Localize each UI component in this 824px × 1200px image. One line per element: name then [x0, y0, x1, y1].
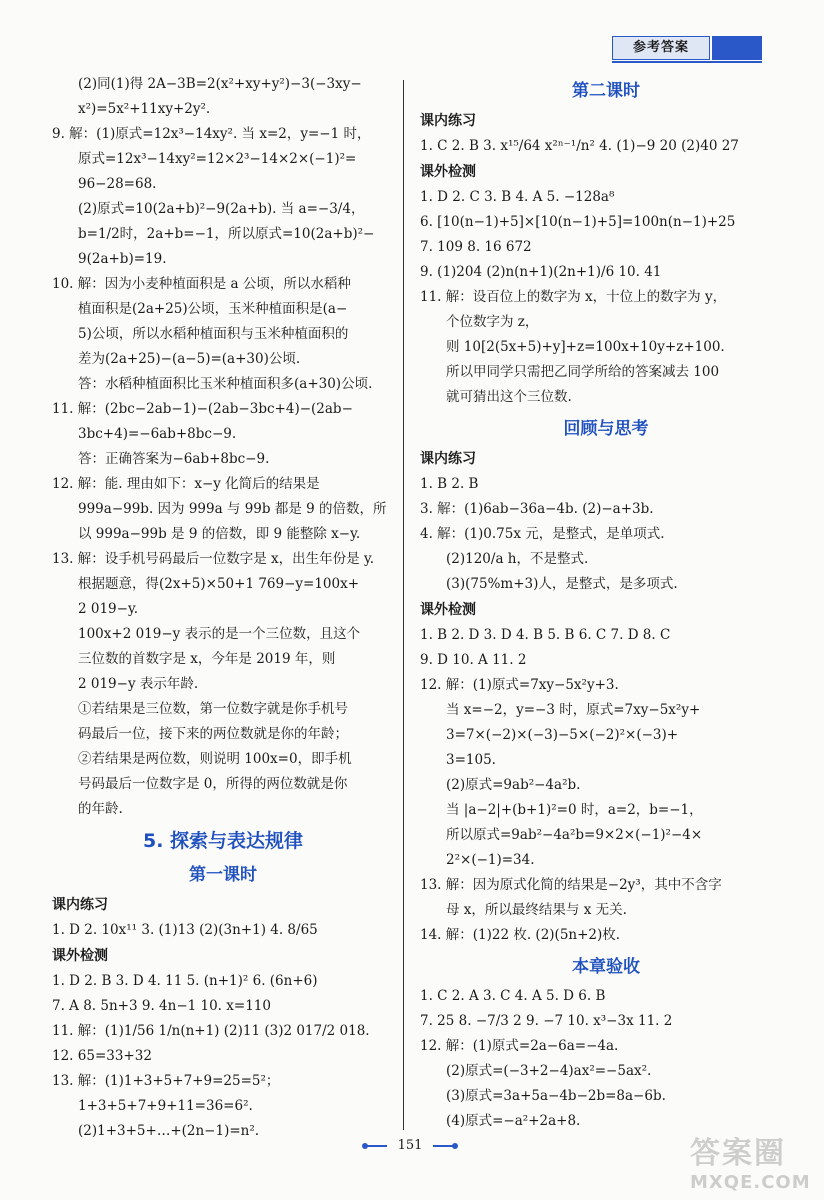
answer-line: 码最后一位，接下来的两位数就是你的年龄； — [78, 726, 348, 742]
answer-line: 根据题意，得(2x+5)×50+1 769−y=100x+ — [78, 576, 360, 592]
subsection-heading: 课内练习 — [420, 451, 476, 467]
answer-line: 7. 25 8. −7/3 2 9. −7 10. x³−3x 11. 2 — [420, 1013, 673, 1029]
answer-line: (2)120/a h，不是整式. — [446, 551, 589, 567]
answer-line: 96−28=68. — [78, 176, 157, 192]
answer-line: 1. D 2. C 3. B 4. A 5. −128a⁸ — [420, 189, 615, 205]
page-footer — [360, 1138, 460, 1153]
answer-line: 三位数的首数字是 x，今年是 2019 年，则 — [78, 651, 336, 667]
answer-line: 12. 解：(1)原式=7xy−5x²y+3. — [420, 677, 619, 693]
answer-line: b=1/2时，2a+b=−1，所以原式=10(2a+b)²− — [78, 226, 375, 242]
answer-line: 12. 65=33+32 — [52, 1048, 152, 1064]
answer-line: 12. 解：(1)原式=2a−6a=−4a. — [420, 1038, 619, 1054]
footer-ornament-left — [365, 1145, 387, 1147]
page-number: 151 — [397, 1138, 423, 1153]
answer-line: 5)公顷，所以水稻种植面积与玉米种植面积的 — [78, 326, 349, 342]
subsection-heading: 课内练习 — [420, 113, 476, 129]
answer-line: 100x+2 019−y 表示的是一个三位数，且这个 — [78, 626, 361, 642]
answer-line: 3bc+4)=−6ab+8bc−9. — [78, 426, 237, 442]
answer-line: 则 10[2(5x+5)+y]+z=100x+10y+z+100. — [446, 339, 725, 355]
answer-line: 1. D 2. 10x¹¹ 3. (1)13 (2)(3n+1) 4. 8/65 — [52, 922, 318, 938]
answer-line: 就可猜出这个三位数. — [446, 389, 572, 405]
answer-line: 4. 解：(1)0.75x 元，是整式，是单项式. — [420, 526, 665, 542]
answer-line: 1+3+5+7+9+11=36=6². — [78, 1098, 253, 1114]
answer-line: 11. 解：(1)1/56 1/n(n+1) (2)11 (3)2 017/2 018. — [52, 1023, 370, 1039]
answer-line: (2)原式=9ab²−4a²b. — [446, 777, 581, 793]
answer-line: 7. 109 8. 16 672 — [420, 239, 532, 255]
answer-line: 1. C 2. B 3. x¹⁵/64 x²ⁿ⁻¹/n² 4. (1)−9 20 (2)40 27 — [420, 138, 739, 154]
answer-line: 号码最后一位数字是 0，所得的两位数就是你 — [78, 776, 348, 792]
badge-label: 参考答案 — [612, 36, 710, 60]
answer-line: x²)=5x²+11xy+2y². — [78, 101, 211, 117]
right-column — [420, 72, 792, 1134]
answer-line: 母 x，所以最终结果与 x 无关. — [446, 902, 627, 918]
answer-line: 13. 解：(1)1+3+5+7+9=25=5²； — [52, 1073, 280, 1089]
answer-line: (4)原式=−a²+2a+8. — [446, 1113, 581, 1129]
answer-line: 植面积是(2a+25)公顷，玉米种植面积是(a− — [78, 301, 348, 317]
answer-line: 当 x=−2，y=−3 时，原式=7xy−5x²y+ — [446, 702, 701, 718]
answer-line: 所以甲同学只需把乙同学所给的答案减去 100 — [446, 364, 720, 380]
answer-line: 以 999a−99b 是 9 的倍数，即 9 能整除 x−y. — [78, 526, 361, 542]
answer-line: (3)原式=3a+5a−4b−2b=8a−6b. — [446, 1088, 666, 1104]
section-heading: 回顾与思考 — [563, 419, 649, 439]
answer-line: (2)原式=(−3+2−4)ax²=−5ax². — [446, 1063, 652, 1079]
answer-line: 14. 解：(1)22 枚. (2)(5n+2)枚. — [420, 927, 621, 943]
answer-line: (2)1+3+5+…+(2n−1)=n². — [78, 1123, 260, 1139]
answer-line: 2²×(−1)=34. — [446, 852, 535, 868]
answer-line: 1. D 2. B 3. D 4. 11 5. (n+1)² 6. (6n+6) — [52, 973, 318, 989]
section-heading: 5. 探索与表达规律 — [142, 830, 304, 852]
answer-line: 个位数字为 z， — [446, 314, 539, 330]
answer-line: 7. A 8. 5n+3 9. 4n−1 10. x=110 — [52, 998, 271, 1014]
answer-line: (2)原式=10(2a+b)²−9(2a+b). 当 a=−3/4， — [78, 201, 365, 217]
section-heading: 第二课时 — [572, 81, 640, 101]
watermark-bottom: MXQE.COM — [690, 1172, 811, 1193]
section-heading: 本章验收 — [572, 957, 640, 977]
answer-line: 3=105. — [446, 752, 496, 768]
column-divider — [403, 80, 404, 1130]
subsection-heading: 课外检测 — [52, 948, 108, 964]
answer-line: 2 019−y. — [78, 601, 139, 617]
answer-line: 的年龄. — [78, 801, 123, 817]
subsection-heading: 课内练习 — [52, 897, 108, 913]
answer-line: 答：水稻种植面积比玉米种植面积多(a+30)公顷. — [78, 376, 373, 392]
answer-line: 12. 解：能. 理由如下：x−y 化简后的结果是 — [52, 476, 320, 492]
answer-line: (3)(75%m+3)人，是整式，是多项式. — [446, 576, 678, 592]
answer-line: 原式=12x³−14xy²=12×2³−14×2×(−1)²= — [78, 151, 357, 167]
answer-line: 3=7×(−2)×(−3)−5×(−2)²×(−3)+ — [446, 727, 679, 743]
answer-line: ①若结果是三位数，第一位数字就是你手机号 — [78, 701, 348, 717]
badge-bar — [712, 36, 762, 60]
left-column — [52, 72, 394, 1144]
answer-line: ②若结果是两位数，则说明 100x=0，即手机 — [78, 751, 352, 767]
answer-line: (2)同(1)得 2A−3B=2(x²+xy+y²)−3(−3xy− — [78, 76, 362, 92]
answer-line: 999a−99b. 因为 999a 与 99b 都是 9 的倍数，所 — [78, 501, 387, 517]
subsection-heading: 课外检测 — [420, 602, 476, 618]
answer-line: 9. 解：(1)原式=12x³−14xy². 当 x=2，y=−1 时， — [52, 126, 371, 142]
answer-line: 6. [10(n−1)+5]×[10(n−1)+5]=100n(n−1)+25 — [420, 214, 736, 230]
answer-line: 9. (1)204 (2)n(n+1)(2n+1)/6 10. 41 — [420, 264, 662, 280]
answer-line: 1. B 2. B — [420, 476, 479, 492]
answer-line: 答：正确答案为−6ab+8bc−9. — [78, 451, 270, 467]
answer-line: 13. 解：因为原式化简的结果是−2y³，其中不含字 — [420, 877, 722, 893]
answer-line: 9. D 10. A 11. 2 — [420, 652, 527, 668]
answer-line: 当 |a−2|+(b+1)²=0 时，a=2，b=−1， — [446, 802, 703, 818]
answer-line: 3. 解：(1)6ab−36a−4b. (2)−a+3b. — [420, 501, 654, 517]
header-rule — [612, 61, 762, 63]
subsection-heading: 课外检测 — [420, 164, 476, 180]
answer-line: 10. 解：因为小麦种植面积是 a 公顷，所以水稻种 — [52, 276, 351, 292]
answer-line: 13. 解：设手机号码最后一位数字是 x，出生年份是 y. — [52, 551, 375, 567]
answer-badge — [612, 36, 710, 60]
answer-line: 9(2a+b)=19. — [78, 251, 167, 267]
answer-line: 差为(2a+25)−(a−5)=(a+30)公顷. — [78, 351, 301, 367]
answer-line: 11. 解：(2bc−2ab−1)−(2ab−3bc+4)−(2ab− — [52, 401, 353, 417]
answer-line: 1. C 2. A 3. C 4. A 5. D 6. B — [420, 988, 606, 1004]
answer-line: 所以原式=9ab²−4a²b=9×2×(−1)²−4× — [446, 827, 703, 843]
watermark-top: 答案圈 — [690, 1136, 786, 1171]
footer-ornament-right — [433, 1145, 455, 1147]
watermark-logo — [690, 1128, 824, 1198]
answer-line: 11. 解：设百位上的数字为 x，十位上的数字为 y， — [420, 289, 727, 305]
section-heading: 第一课时 — [189, 865, 257, 885]
answer-line: 1. B 2. D 3. D 4. B 5. B 6. C 7. D 8. C — [420, 627, 671, 643]
answer-line: 2 019−y 表示年龄. — [78, 676, 199, 692]
